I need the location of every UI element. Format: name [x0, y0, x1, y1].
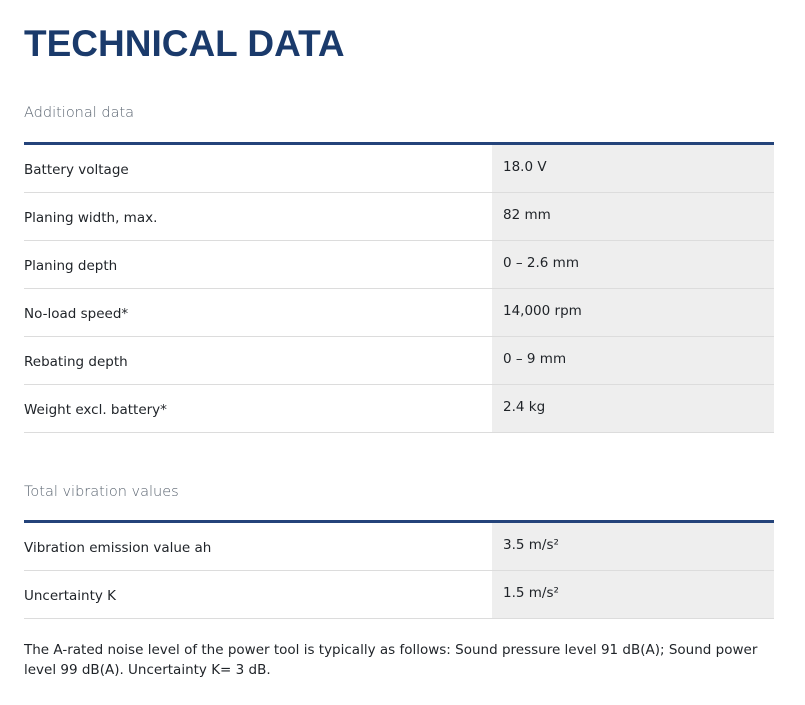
table-row: [24, 289, 774, 337]
spec-label: Vibration emission value ah: [24, 540, 212, 556]
section-heading-vibration: Total vibration values: [24, 484, 179, 500]
table-row: [24, 193, 774, 241]
page-title: TECHNICAL DATA: [24, 23, 345, 64]
spec-value: 82 mm: [492, 193, 774, 240]
noise-level-footnote: The A-rated noise level of the power tool is typically as follows: Sound pressure level 91 dB(A); Sound power level 99 dB(A). Uncertainty K= 3 dB.: [24, 642, 758, 678]
spec-label: Battery voltage: [24, 162, 129, 178]
spec-label: Planing depth: [24, 258, 118, 274]
table-row: [24, 523, 774, 571]
spec-value: 0 – 2.6 mm: [492, 241, 774, 288]
spec-label: No-load speed*: [24, 306, 129, 322]
spec-value: 1.5 m/s²: [492, 571, 774, 618]
table-row: [24, 571, 774, 619]
table-row: [24, 337, 774, 385]
spec-label: Planing width, max.: [24, 210, 158, 226]
table-row: [24, 385, 774, 433]
spec-value: 2.4 kg: [492, 385, 774, 432]
table-row: [24, 145, 774, 193]
spec-label: Rebating depth: [24, 354, 128, 370]
section-heading-additional-data: Additional data: [24, 105, 135, 121]
spec-value: 3.5 m/s²: [492, 523, 774, 570]
spec-value: 14,000 rpm: [492, 289, 774, 336]
table-row: [24, 241, 774, 289]
spec-label: Weight excl. battery*: [24, 402, 167, 418]
spec-label: Uncertainty K: [24, 588, 117, 604]
spec-value: 0 – 9 mm: [492, 337, 774, 384]
additional-data-table: [24, 142, 774, 433]
spec-value: 18.0 V: [492, 145, 774, 192]
vibration-table: [24, 520, 774, 619]
